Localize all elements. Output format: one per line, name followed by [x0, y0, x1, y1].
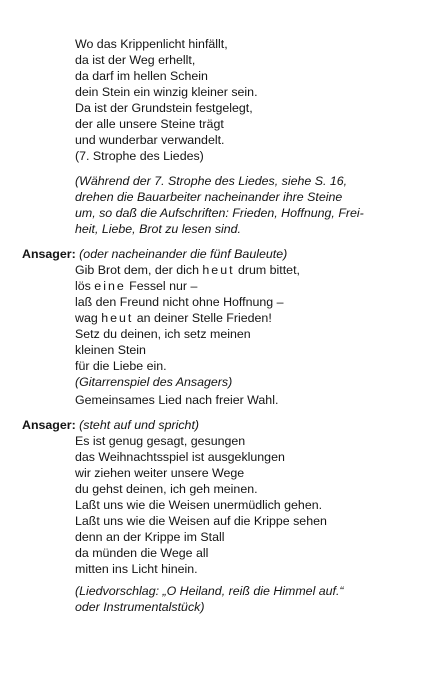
stage-direction-line: drehen die Bauarbeiter nacheinander ihre Steine [75, 190, 343, 204]
speech-line [75, 310, 272, 326]
speech-text: lös [75, 279, 95, 293]
song-line: da darf im hellen Schein [75, 69, 208, 83]
spaced-word: eine [94, 279, 126, 293]
speech-line: denn an der Krippe im Stall [75, 530, 225, 544]
speech-line: Es ist genug gesagt, gesungen [75, 434, 246, 448]
song-suggestion: oder Instrumentalstück) [75, 600, 205, 614]
speech-text: Fessel nur – [125, 279, 198, 293]
song-line: und wunderbar verwandelt. [75, 133, 225, 147]
speech-line: kleinen Stein [75, 343, 146, 357]
speech-line: mitten ins Licht hinein. [75, 562, 198, 576]
speech-line: das Weihnachtsspiel ist ausgeklungen [75, 450, 285, 464]
spaced-word: heut [101, 311, 134, 325]
song-line: Da ist der Grundstein festgelegt, [75, 101, 253, 115]
speech-line: wir ziehen weiter unsere Wege [75, 466, 245, 480]
stage-direction-line: (Während der 7. Strophe des Liedes, siehe S. 16, [75, 174, 348, 188]
song-instruction: Gemeinsames Lied nach freier Wahl. [75, 393, 279, 407]
song-line: (7. Strophe des Liedes) [75, 149, 204, 163]
speech-line: da münden die Wege all [75, 546, 209, 560]
speaker-line [22, 417, 199, 433]
song-line: der alle unsere Steine trägt [75, 117, 224, 131]
speech-line: Setz du deinen, ich setz meinen [75, 327, 251, 341]
speaker-direction: (oder nacheinander die fünf Bauleute) [79, 247, 288, 261]
speech-line: für die Liebe ein. [75, 359, 167, 373]
speech-text: wag [75, 311, 102, 325]
speech-text: Gib Brot dem, der dich [75, 263, 203, 277]
speech-text: drum bittet, [234, 263, 300, 277]
stage-direction-line: (Gitarrenspiel des Ansagers) [75, 375, 233, 389]
speech-text: an deiner Stelle Frieden! [133, 311, 272, 325]
speech-line: laß den Freund nicht ohne Hoffnung – [75, 295, 284, 309]
song-suggestion: (Liedvorschlag: „O Heiland, reiß die Himmel auf.“ [75, 584, 344, 598]
speaker-direction: (steht auf und spricht) [79, 418, 200, 432]
speech-line: Laßt uns wie die Weisen auf die Krippe sehen [75, 514, 327, 528]
speaker-name: Ansager: [22, 418, 76, 432]
speaker-name: Ansager: [22, 247, 76, 261]
speech-line: du gehst deinen, ich geh meinen. [75, 482, 258, 496]
stage-direction-line: heit, Liebe, Brot zu lesen sind. [75, 222, 241, 236]
song-line: Wo das Krippenlicht hinfällt, [75, 37, 228, 51]
speaker-line [22, 246, 287, 262]
song-line: dein Stein ein winzig kleiner sein. [75, 85, 258, 99]
speech-line [75, 262, 300, 278]
speech-line [75, 278, 197, 294]
stage-direction-line: um, so daß die Aufschriften: Frieden, Hoffnung, Frei- [75, 206, 364, 220]
speech-line: Laßt uns wie die Weisen unermüdlich gehen. [75, 498, 323, 512]
spaced-word: heut [202, 263, 235, 277]
song-line: da ist der Weg erhellt, [75, 53, 196, 67]
